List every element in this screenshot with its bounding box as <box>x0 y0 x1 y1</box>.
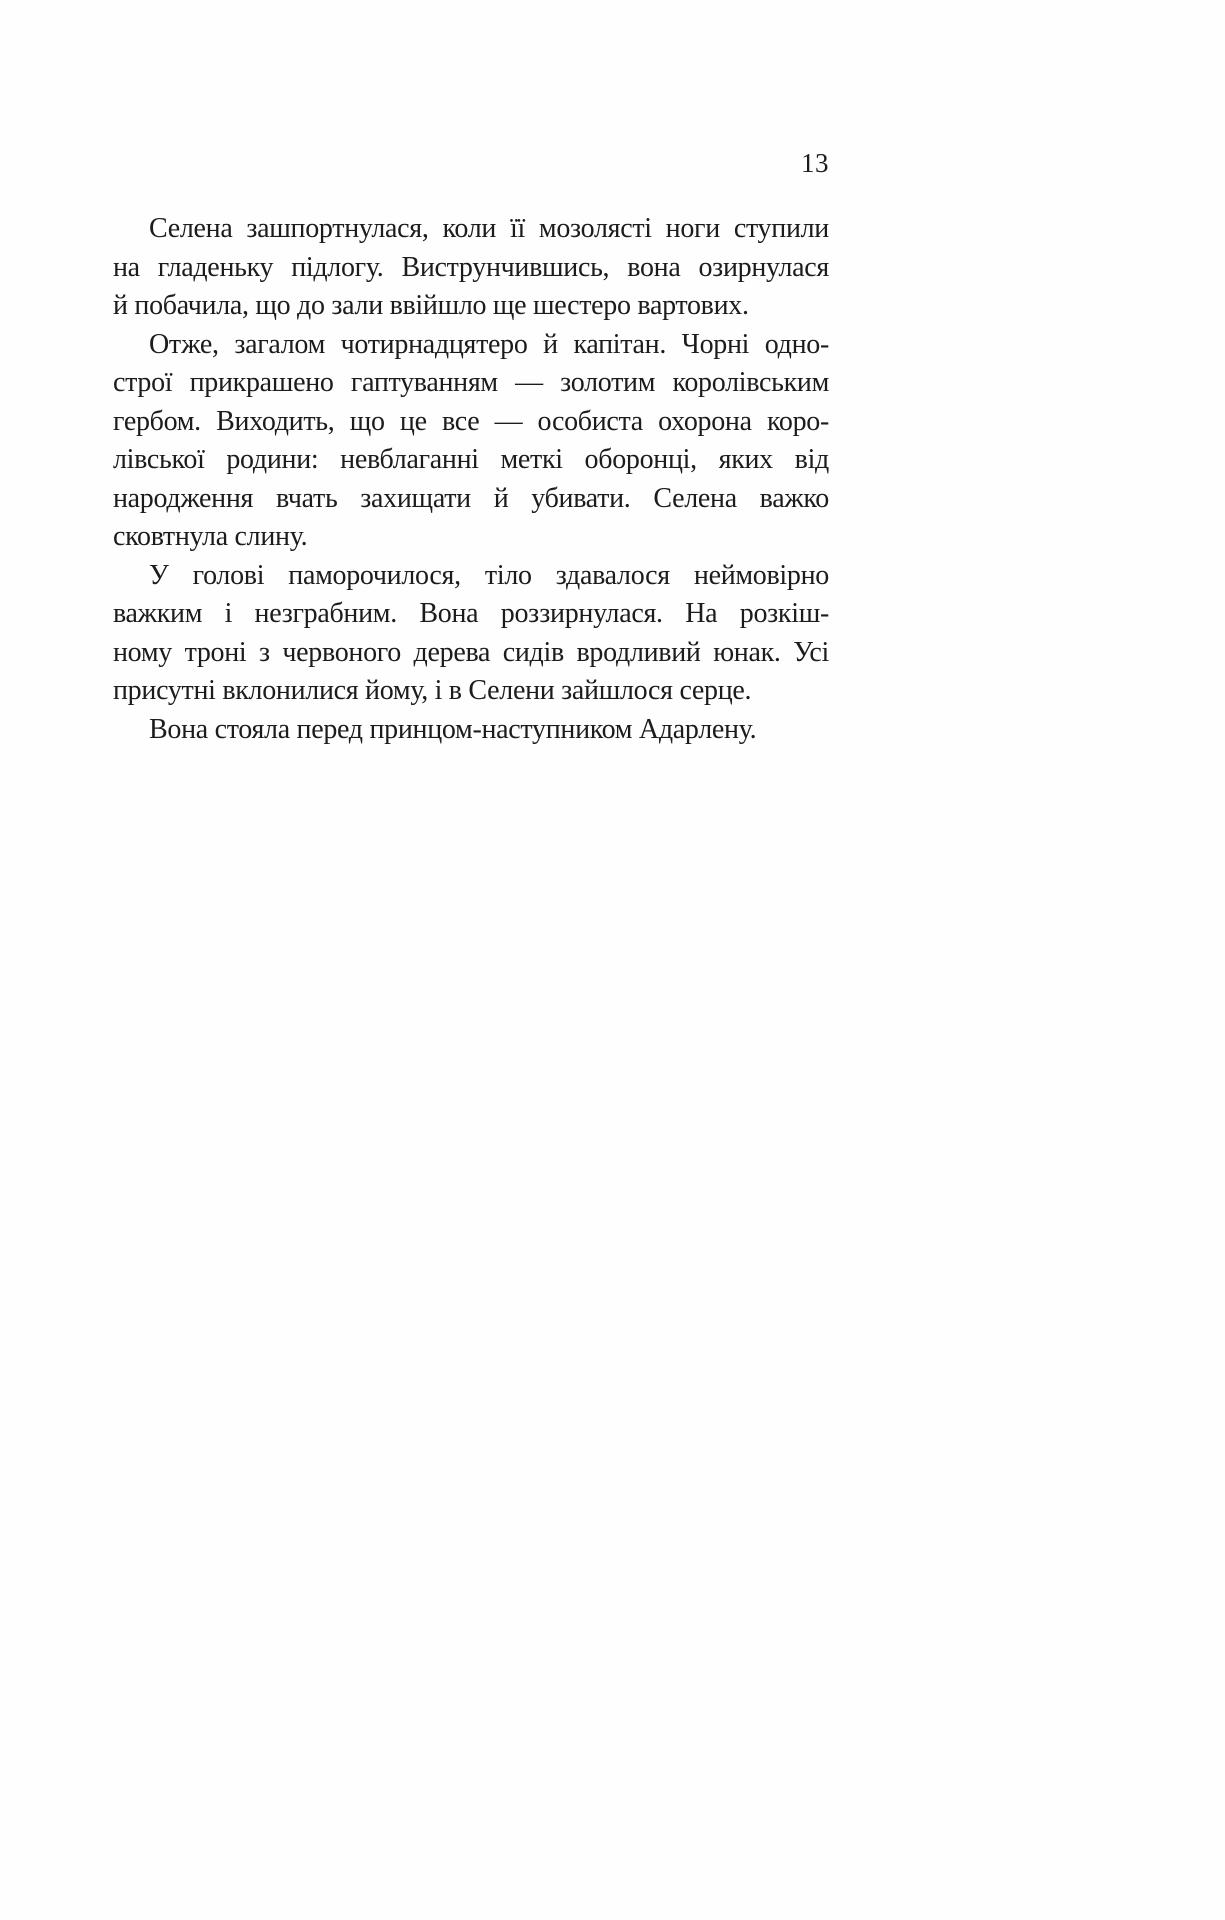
text-line: У голові паморочилося, тіло здавалося неймовірно <box>149 559 829 591</box>
text-line: ному троні з червоного дерева сидів вродливий юнак. Усі <box>113 636 829 668</box>
text-line: народження вчать захищати й убивати. Селена важко <box>113 482 829 514</box>
page-number: 13 <box>801 148 829 178</box>
text-line: строї прикрашено гаптуванням — золотим королівським <box>113 367 829 398</box>
text-line: на гладеньку підлогу. Виструнчившись, вона озирнулася <box>113 251 829 283</box>
text-line: лівської родини: невблаганні меткі оборонці, яких від <box>113 444 829 475</box>
text-line: гербом. Виходить, що це все — особиста охорона коро- <box>113 405 829 437</box>
text-line: й побачила, що до зали ввійшло ще шестеро вартових. <box>113 290 749 321</box>
text-line: Вона стояла перед принцом-наступником Адарлену. <box>149 713 757 745</box>
page-text <box>113 210 829 749</box>
text-line: важким і незграбним. Вона роззирнулася. На розкіш- <box>113 598 829 629</box>
text-line: сковтнула слину. <box>113 521 308 552</box>
text-line: присутні вклонилися йому, і в Селени зайшлося серце. <box>113 675 752 706</box>
text-line: Селена зашпортнулася, коли її мозолясті ноги ступили <box>149 213 829 244</box>
text-line: Отже, загалом чотирнадцятеро й капітан. Чорні одно- <box>149 328 829 360</box>
